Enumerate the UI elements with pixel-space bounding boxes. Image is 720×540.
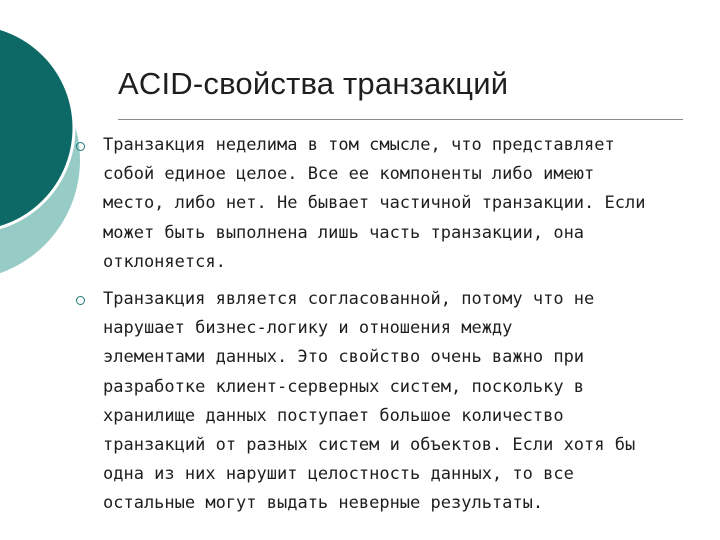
bullet-line: элементами данных. Это свойство очень важно при: [103, 347, 585, 368]
decorative-circles: [0, 0, 80, 300]
bullet-line: отклоняется.: [103, 251, 226, 272]
bullet-line: Транзакция неделима в том смысле, что представляет: [103, 135, 615, 155]
bullet-item: [76, 131, 700, 277]
bullet-list: [76, 131, 700, 519]
bullet-line: нарушает бизнес-логику и отношения между: [103, 318, 513, 339]
bullet-line: разработке клиент-серверных систем, поскольку в: [103, 376, 585, 397]
hollow-circle-bullet-icon: [76, 142, 85, 151]
bullet-line: остальные могут выдать неверные результаты.: [103, 493, 544, 514]
bullet-line: хранилище данных поступает большое количество: [103, 405, 564, 426]
title-divider: [118, 119, 683, 120]
bullet-line: одна из них нарушит целостность данных, то все: [103, 464, 574, 485]
bullet-line: может быть выполнена лишь часть транзакции, она: [103, 222, 585, 243]
bullet-line: транзакций от разных систем и объектов. Если хотя бы: [103, 435, 636, 456]
bullet-line: собой единое целое. Все ее компоненты либо имеют: [103, 164, 595, 185]
hollow-circle-bullet-icon: [76, 296, 85, 305]
bullet-item: [76, 285, 700, 519]
bullet-line: место, либо нет. Не бывает частичной транзакции. Если: [103, 193, 646, 214]
bullet-line: Транзакция является согласованной, потому что не: [103, 289, 595, 310]
slide-title: ACID-свойства транзакций: [118, 66, 509, 101]
